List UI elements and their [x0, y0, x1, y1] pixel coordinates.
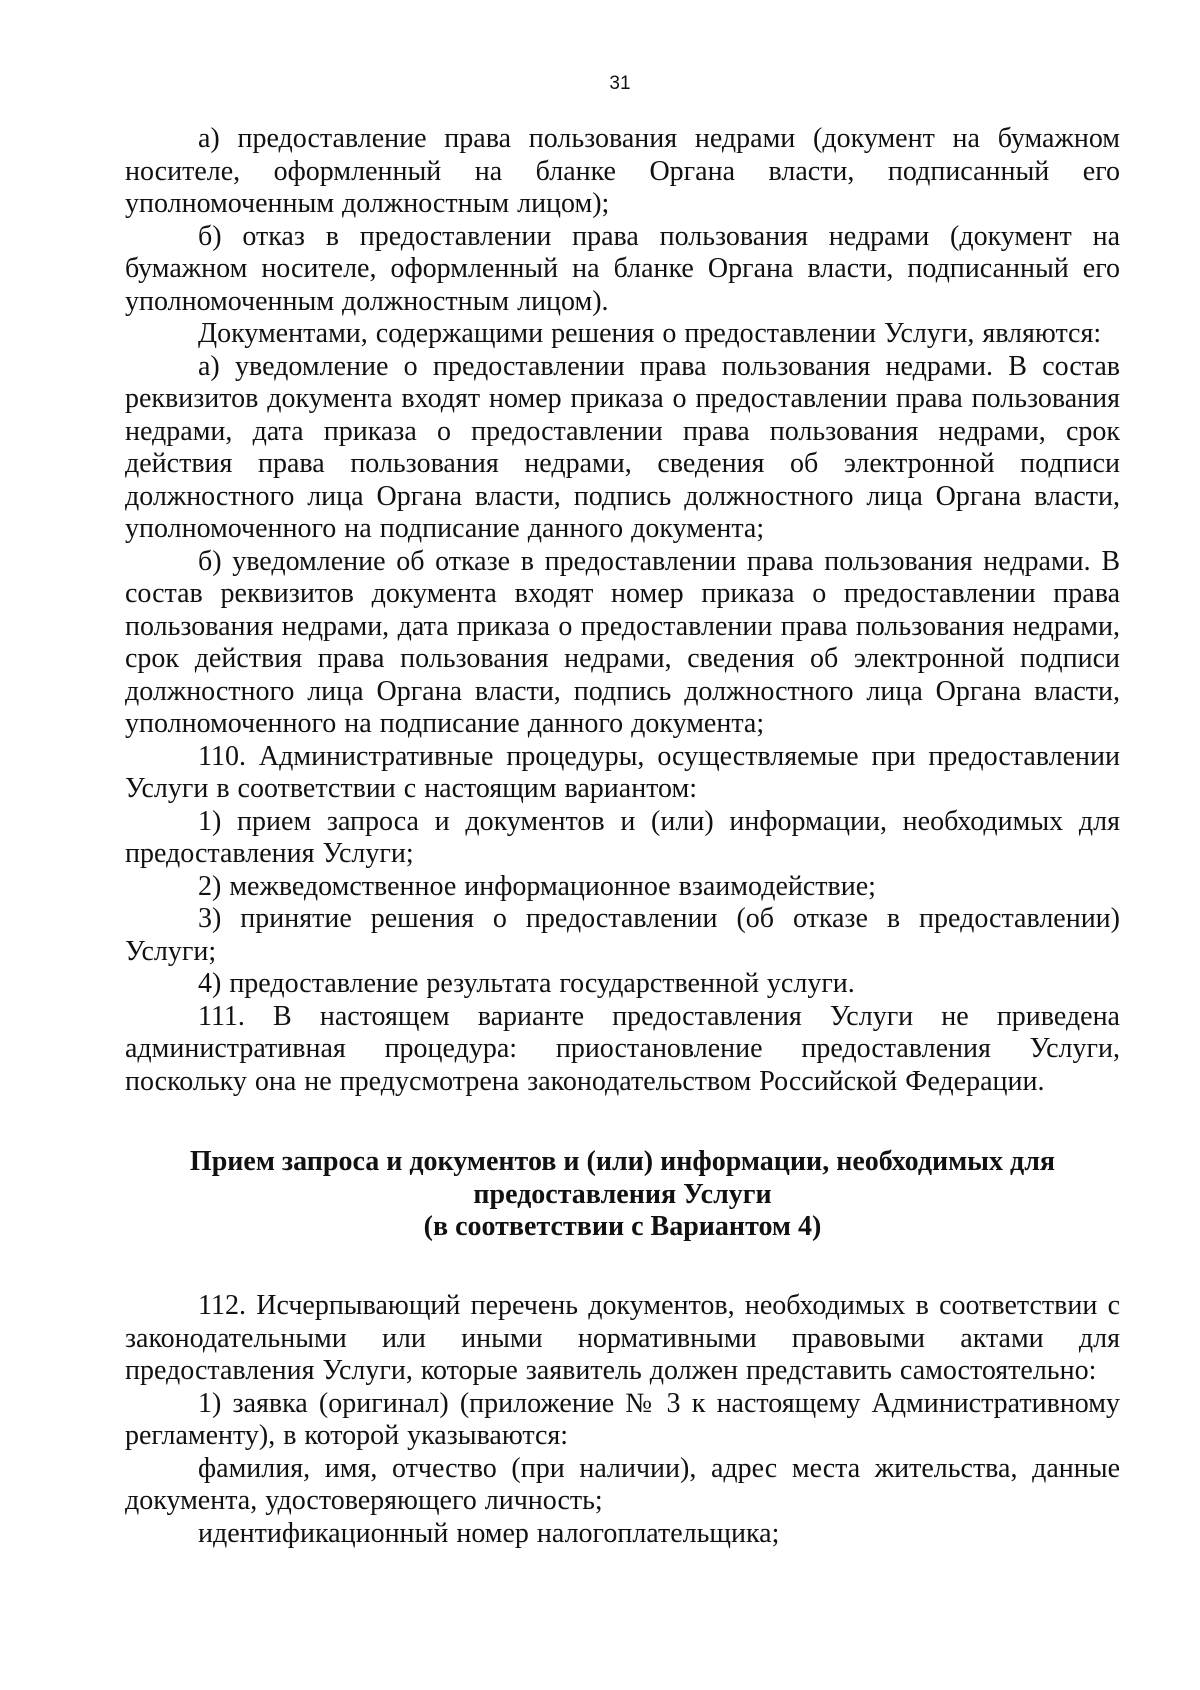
paragraph: Документами, содержащими решения о предоставлении Услуги, являются: [198, 318, 1102, 349]
paragraph: б) уведомление об отказе в предоставлении права пользования недрами. В состав реквизитов документа входят номер приказа о предоставлении права пользования недрами, дата приказа о предоставлении права пользования недрами, срок действия права пользования недрами, сведения об электронной подписи должностного лица Органа власти, подпись должностного лица Органа власти, уполномоченного на подписание данного документа; [125, 545, 1120, 739]
paragraph: 3) принятие решения о предоставлении (об отказе в предоставлении) Услуги; [125, 903, 1120, 967]
paragraph: фамилия, имя, отчество (при наличии), адрес места жительства, данные документа, удостоверяющего личность; [125, 1452, 1120, 1516]
section-heading-line: Прием запроса и документов и (или) информации, необходимых для [189, 1146, 1056, 1177]
paragraph: 1) прием запроса и документов и (или) информации, необходимых для предоставления Услуги; [125, 805, 1120, 869]
body-text-bottom [125, 1290, 1120, 1550]
body-text-top [125, 123, 1120, 1098]
paragraph: а) предоставление права пользования недрами (документ на бумажном носителе, оформленный на бланке Органа власти, подписанный его уполномоченным должностным лицом); [125, 123, 1120, 219]
paragraph: б) отказ в предоставлении права пользования недрами (документ на бумажном носителе, оформленный на бланке Органа власти, подписанный его уполномоченным должностным лицом). [125, 220, 1120, 317]
section-heading [125, 1146, 1120, 1244]
paragraph: 2) межведомственное информационное взаимодействие; [198, 870, 876, 902]
paragraph: 112. Исчерпывающий перечень документов, необходимых в соответствии с законодательными или иными нормативными правовыми актами для предоставления Услуги, которые заявитель должен представить самостоятельно: [125, 1290, 1120, 1386]
page-number: 31 [609, 73, 631, 94]
section-heading-line: (в соответствии с Вариантом 4) [423, 1211, 822, 1242]
paragraph: 111. В настоящем варианте предоставления Услуги не приведена административная процедура: приостановление предоставления Услуги, поскольку она не предусмотрена законодательством Российской Федерации. [125, 1000, 1120, 1097]
paragraph: 1) заявка (оригинал) (приложение № 3 к настоящему Административному регламенту), в которой указываются: [125, 1387, 1120, 1451]
section-heading-line: предоставления Услуги [473, 1178, 772, 1210]
paragraph: а) уведомление о предоставлении права пользования недрами. В состав реквизитов документа входят номер приказа о предоставлении права пользования недрами, дата приказа о предоставлении права пользования недрами, срок действия права пользования недрами, сведения об электронной подписи должностного лица Органа власти, подпись должностного лица Органа власти, уполномоченного на подписание данного документа; [125, 350, 1120, 544]
paragraph: 110. Административные процедуры, осуществляемые при предоставлении Услуги в соответствии с настоящим вариантом: [125, 740, 1120, 804]
paragraph: идентификационный номер налогоплательщика; [198, 1517, 780, 1549]
paragraph: 4) предоставление результата государственной услуги. [198, 968, 855, 999]
